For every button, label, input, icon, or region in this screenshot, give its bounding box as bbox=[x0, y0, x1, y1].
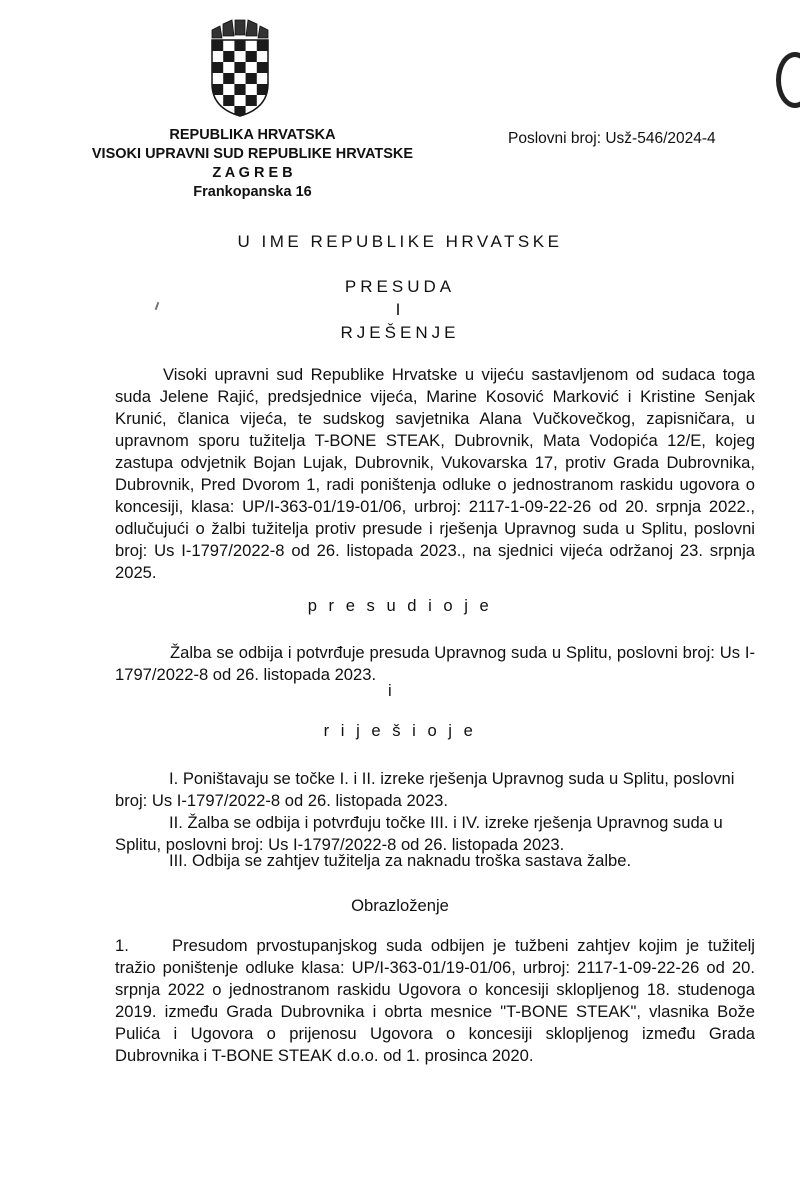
intro-paragraph: Visoki upravni sud Republike Hrvatske u vijeću sastavljenom od sudaca toga suda Jelene Rajić, predsjednice vijeća, Marine Kosović Marković i Kristine Senjak Krunić, članica vijeća, te sudskog savjetnika Alana Vučkovečkog, zapisničara, u upravnom sporu tužitelja T-BONE STEAK, Dubrovnik, Mata Vodopića 12/E, kojeg zastupa odvjetnik Bojan Lujak, Dubrovnik, Vukovarska 17, protiv Grada Dubrovnika, Dubrovnik, Pred Dvorom 1, radi poništenja odluke o jednostranom raskidu ugovora o koncesiji, klasa: UP/I-363-01/19-01/06, urbroj: 2117-1-09-22-26 od 20. srpnja 2022., odlučujući o žalbi tužitelja protiv presude i rješenja Upravnog suda u Splitu, poslovni broj: Us I-1797/2022-8 od 26. listopada 2023., na sjednici vijeća održanoj 23. srpnja 2025. bbox=[115, 365, 755, 582]
resolved-heading: r i j e š i o j e bbox=[323, 721, 477, 740]
judged-conjunction: i bbox=[388, 681, 392, 700]
judged-heading: p r e s u d i o j e bbox=[307, 596, 493, 615]
reasoning-heading: Obrazloženje bbox=[351, 896, 449, 915]
in-the-name-heading: U IME REPUBLIKE HRVATSKE bbox=[237, 232, 563, 251]
header-city: Z A G R E B bbox=[212, 165, 293, 181]
judged-text: Žalba se odbija i potvrđuje presuda Upravnog suda u Splitu, poslovni broj: Us I-1797/2022-8 od 26. listopada 2023. bbox=[115, 643, 755, 684]
verdict-title bbox=[0, 275, 800, 344]
paragraph-number: 1. bbox=[115, 936, 129, 955]
resolved-item: III. Odbija se zahtjev tužitelja za naknadu troška sastava žalbe. bbox=[169, 851, 632, 870]
court-header bbox=[40, 126, 465, 202]
ruling-heading: RJEŠENJE bbox=[340, 323, 460, 342]
case-number: Poslovni broj: Usž-546/2024-4 bbox=[508, 130, 716, 147]
paragraph-text: Presudom prvostupanjskog suda odbijen je tužbeni zahtjev kojim je tužitelj tražio poništenje odluke klasa: UP/I-363-01/19-01/06, urbroj: 2117-1-09-22-26 od 20. srpnja 2022 o jednostranom raskidu Ugovora o koncesiji sklopljenog 18. studenoga 2019. između Grada Dubrovnika i obrta mesnice "T-BONE STEAK", vlasnika Bože Pulića i Ugovora o prijenosu Ugovora o koncesiji sklopljenog između Grada Dubrovnika i T-BONE STEAK d.o.o. od 1. prosinca 2020. bbox=[115, 936, 755, 1065]
croatian-coat-of-arms-icon bbox=[208, 18, 272, 118]
page-edge-mark bbox=[776, 52, 800, 108]
resolved-item: II. Žalba se odbija i potvrđuju točke III. i IV. izreke rješenja Upravnog suda u Splitu, poslovni broj: Us I-1797/2022-8 od 26. listopada 2023. bbox=[115, 813, 723, 854]
resolved-item: I. Poništavaju se točke I. i II. izreke rješenja Upravnog suda u Splitu, poslovni broj: Us I-1797/2022-8 od 26. listopada 2023. bbox=[115, 769, 735, 810]
title-conjunction: I bbox=[395, 300, 405, 319]
judgment-heading: PRESUDA bbox=[344, 277, 456, 296]
header-republic: REPUBLIKA HRVATSKA bbox=[169, 127, 336, 143]
header-address: Frankopanska 16 bbox=[193, 184, 312, 200]
header-court-name: VISOKI UPRAVNI SUD REPUBLIKE HRVATSKE bbox=[91, 146, 414, 162]
reasoning-paragraph-1 bbox=[115, 935, 755, 1067]
